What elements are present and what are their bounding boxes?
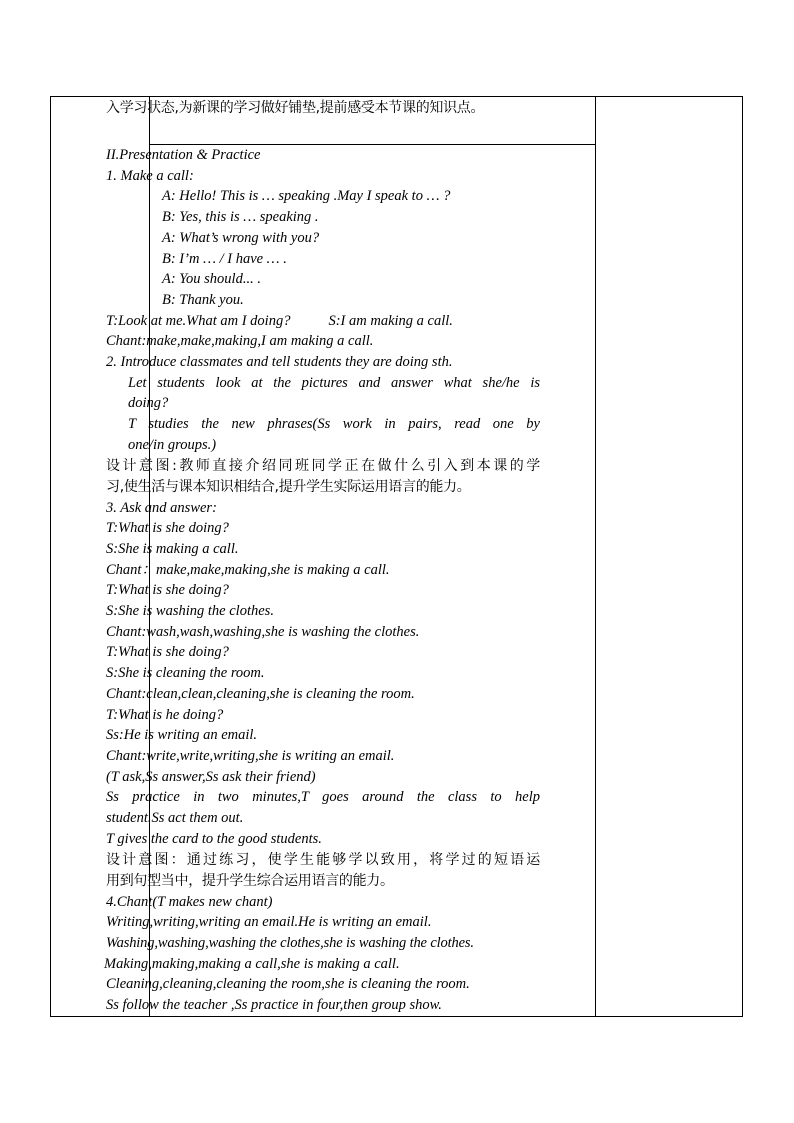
step2-paragraph: T studies the new phrases(Ss work in pairs, read one by [128,416,540,433]
design-intent-end: 用到句型当中，提升学生综合运用语言的能力。 [106,872,394,889]
chant-line: Writing,writing,writing an email.He is writing an email. [106,914,432,931]
chant-line: Washing,washing,washing the clothes,she is washing the clothes. [106,934,474,951]
presentation-cell [106,145,540,1016]
qa-line: Chant:wash,wash,washing,she is washing the clothes. [106,623,420,640]
qa-line: S:She is washing the clothes. [106,603,274,620]
step2-paragraph-end: one/in groups.) [128,436,217,453]
card-line: T gives the card to the good students. [106,830,322,847]
chant-line: Making,making,making a call,she is making a call. [104,955,400,972]
student-answer: S:I am making a call. [328,312,453,329]
step1-title: 1. Make a call: [106,167,194,184]
step2-title: 2. Introduce classmates and tell students they are doing sth. [106,354,453,371]
dialogue-line: B: Thank you. [162,291,244,308]
intro-cell [106,98,540,118]
qa-line: T:What is she doing? [106,644,229,661]
dialogue-line: A: Hello! This is … speaking .May I speak to … ? [162,188,451,205]
qa-line: Chant:write,write,writing,she is writing an email. [106,747,395,764]
qa-line: S:She is making a call. [106,540,239,557]
design-intent-end: 习,使生活与课本知识相结合,提升学生实际运用语言的能力。 [106,478,471,495]
teacher-student-line [106,311,540,332]
intro-text: 入学习状态,为新课的学习做好铺垫,提前感受本节课的知识点。 [106,100,485,116]
step2-paragraph-end: doing? [128,395,169,412]
dialogue-line: B: Yes, this is … speaking . [162,209,319,226]
step3-title: 3. Ask and answer: [106,499,217,516]
qa-line: T:What is she doing? [106,520,229,537]
qa-line: (T ask,Ss answer,Ss ask their friend) [106,768,316,785]
section-title: II.Presentation & Practice [106,147,261,163]
column-divider-2 [595,97,596,1016]
step4-title: 4.Chant(T makes new chant) [106,893,273,910]
practice-line-end: student.Ss act them out. [106,810,244,827]
dialogue-line: B: I’m … / I have … . [162,250,287,267]
chant-line: Ss follow the teacher ,Ss practice in four,then group show. [106,997,442,1014]
qa-line: T:What is he doing? [106,706,224,723]
chant-line: Chant:make,make,making,I am making a call. [106,333,374,350]
qa-line: T:What is she doing? [106,582,229,599]
chant-line: Cleaning,cleaning,cleaning the room,she is cleaning the room. [106,976,470,993]
design-intent: 设计意图：通过练习，使学生能够学以致用，将学过的短语运 [106,851,540,868]
design-intent: 设计意图:教师直接介绍同班同学正在做什么引入到本课的学 [106,457,540,474]
qa-line: Chant:clean,clean,cleaning,she is cleaning the room. [106,685,415,702]
qa-line: Ss:He is writing an email. [106,727,258,744]
practice-line: Ss practice in two minutes,T goes around the class to help [106,789,540,806]
qa-line: S:She is cleaning the room. [106,665,265,682]
qa-line: Chant：make,make,making,she is making a call. [106,561,390,578]
dialogue-line: A: You should... . [162,271,261,288]
dialogue-line: A: What’s wrong with you? [162,229,320,246]
teacher-question: T:Look at me.What am I doing? [106,312,291,329]
step2-paragraph: Let students look at the pictures and answer what she/he is [128,374,540,391]
